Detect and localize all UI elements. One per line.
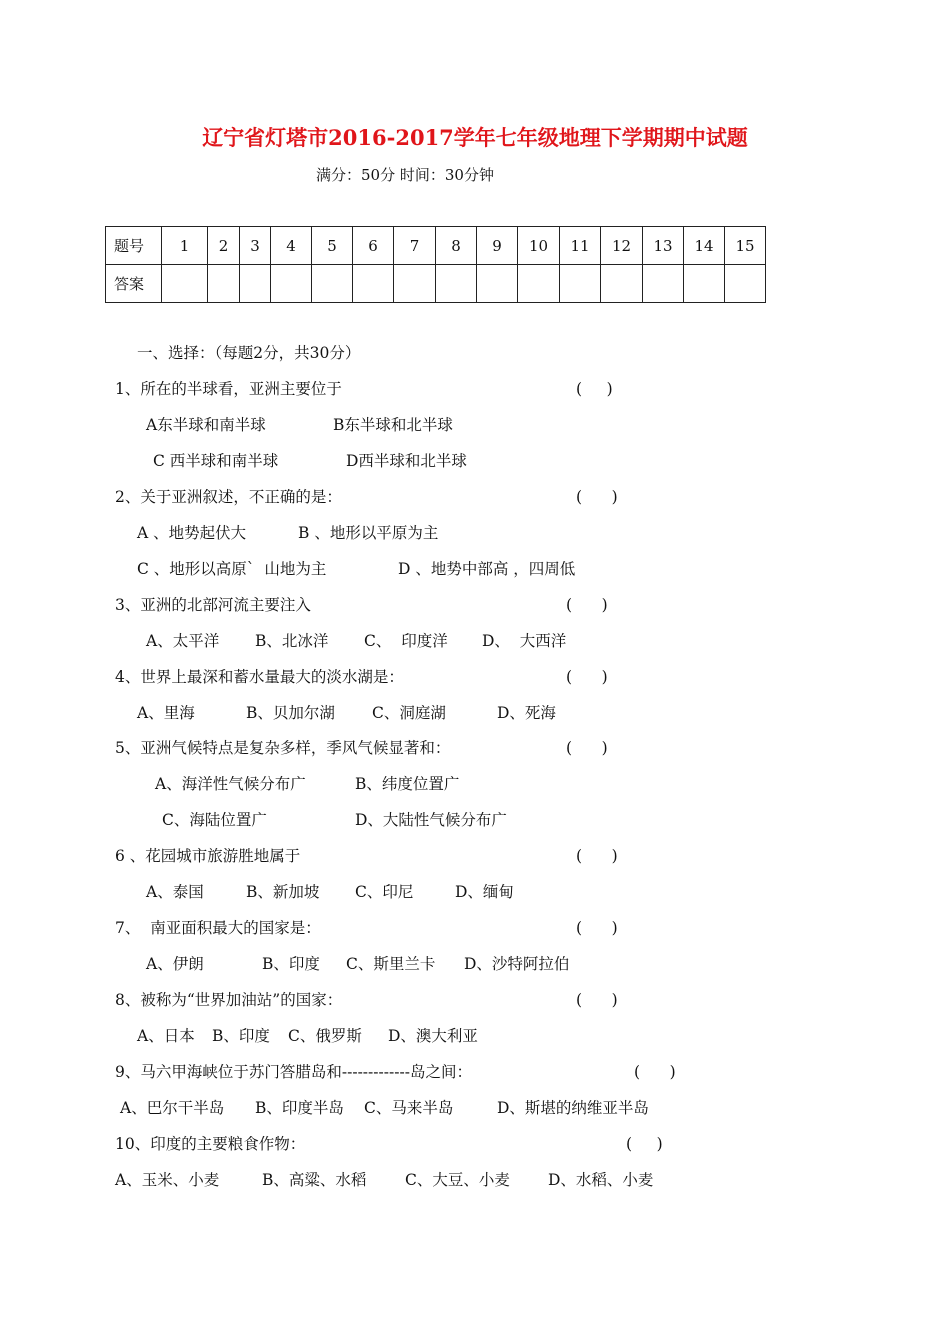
exam-title: 辽宁省灯塔市2016-2017学年七年级地理下学期期中试题 [202,125,748,150]
question-stem: 10、印度的主要粮食作物： [115,1135,306,1153]
question-stem: 5、亚洲气候特点是复杂多样，季风气候显著和： [115,739,451,757]
option: A、巴尔干半岛 [120,1099,225,1117]
option: B、北冰洋 [255,632,329,650]
option: B东半球和北半球 [333,416,453,434]
answer-blank: ( ) [626,1135,663,1153]
answer-cell[interactable] [643,265,684,303]
option: C、印尼 [355,883,414,901]
option: C 、地形以高原` 山地为主 [137,560,327,578]
question-number-cell: 6 [353,227,394,265]
option: C、马来半岛 [364,1099,454,1117]
question-stem: 7、 南亚面积最大的国家是： [115,919,321,937]
question-stem: 8、被称为“世界加油站”的国家： [115,991,343,1009]
option: A、泰国 [146,883,204,901]
answer-cell[interactable] [353,265,394,303]
option: D西半球和北半球 [346,452,467,470]
answer-cell[interactable] [560,265,601,303]
question-stem: 1、所在的半球看，亚洲主要位于 [115,380,342,398]
answer-cell[interactable] [312,265,353,303]
question-number-cell: 10 [518,227,560,265]
option: B、纬度位置广 [355,775,460,793]
answer-blank: ( ) [566,739,608,757]
option: B、印度 [262,955,320,973]
option: A、太平洋 [146,632,220,650]
answer-cell[interactable] [436,265,477,303]
answer-blank: ( ) [566,668,608,686]
option: D、缅甸 [455,883,514,901]
answer-blank: ( ) [566,596,608,614]
option: C、 印度洋 [364,632,448,650]
option: B、贝加尔湖 [246,704,335,722]
answer-table [105,226,766,303]
row-label-number: 题号 [106,227,162,265]
option: B 、地形以平原为主 [298,524,439,542]
question-stem: 9、马六甲海峡位于苏门答腊岛和-------------岛之间： [115,1063,472,1081]
question-number-cell: 15 [725,227,766,265]
question-number-cell: 5 [312,227,353,265]
number-row [106,227,766,265]
option: D、大陆性气候分布广 [355,811,507,829]
option: D、斯堪的纳维亚半岛 [497,1099,649,1117]
option: A、伊朗 [146,955,204,973]
question-number-cell: 3 [240,227,271,265]
question-number-cell: 9 [477,227,518,265]
option: A、海洋性气候分布广 [155,775,306,793]
answer-cell[interactable] [477,265,518,303]
question-number-cell: 14 [684,227,725,265]
question-number-cell: 13 [643,227,684,265]
answer-cell[interactable] [240,265,271,303]
option: A、玉米、小麦 [115,1171,220,1189]
option: A、日本 [137,1027,195,1045]
option: C、俄罗斯 [288,1027,362,1045]
option: C、大豆、小麦 [405,1171,510,1189]
option: D、 大西洋 [482,632,567,650]
question-stem: 4、世界上最深和蓄水量最大的淡水湖是： [115,668,404,686]
row-label-answer: 答案 [106,265,162,303]
section-heading: 一、选择：（每题2分，共30分） [137,344,361,362]
option: C 西半球和南半球 [153,452,279,470]
answer-cell[interactable] [518,265,560,303]
option: C、洞庭湖 [372,704,446,722]
answer-cell[interactable] [162,265,208,303]
answer-cell[interactable] [394,265,436,303]
answer-blank: ( ) [576,380,613,398]
option: B、高粱、水稻 [262,1171,367,1189]
question-number-cell: 11 [560,227,601,265]
answer-blank: ( ) [576,488,618,506]
option: D、死海 [497,704,556,722]
exam-subtitle: 满分：50分 时间：30分钟 [316,166,494,184]
answer-cell[interactable] [208,265,240,303]
question-number-cell: 2 [208,227,240,265]
answer-blank: ( ) [576,847,618,865]
option: A、里海 [137,704,195,722]
option: B、印度 [212,1027,270,1045]
question-number-cell: 1 [162,227,208,265]
option: D 、地势中部高 ，四周低 [398,560,576,578]
answer-cell[interactable] [725,265,766,303]
option: D、澳大利亚 [388,1027,478,1045]
answer-blank: ( ) [634,1063,676,1081]
question-stem: 6 、花园城市旅游胜地属于 [115,847,301,865]
option: B、印度半岛 [255,1099,344,1117]
option: C、斯里兰卡 [346,955,436,973]
answer-cell[interactable] [271,265,312,303]
question-number-cell: 12 [601,227,643,265]
question-number-cell: 8 [436,227,477,265]
question-number-cell: 7 [394,227,436,265]
question-stem: 2、关于亚洲叙述，不正确的是： [115,488,342,506]
option: A 、地势起伏大 [137,524,247,542]
answer-row [106,265,766,303]
answer-cell[interactable] [684,265,725,303]
option: B、新加坡 [246,883,320,901]
option: D、沙特阿拉伯 [464,955,570,973]
option: D、水稻、小麦 [548,1171,654,1189]
question-number-cell: 4 [271,227,312,265]
option: C、海陆位置广 [162,811,267,829]
answer-blank: ( ) [576,991,618,1009]
answer-blank: ( ) [576,919,618,937]
question-stem: 3、亚洲的北部河流主要注入 [115,596,311,614]
option: A东半球和南半球 [146,416,266,434]
answer-cell[interactable] [601,265,643,303]
